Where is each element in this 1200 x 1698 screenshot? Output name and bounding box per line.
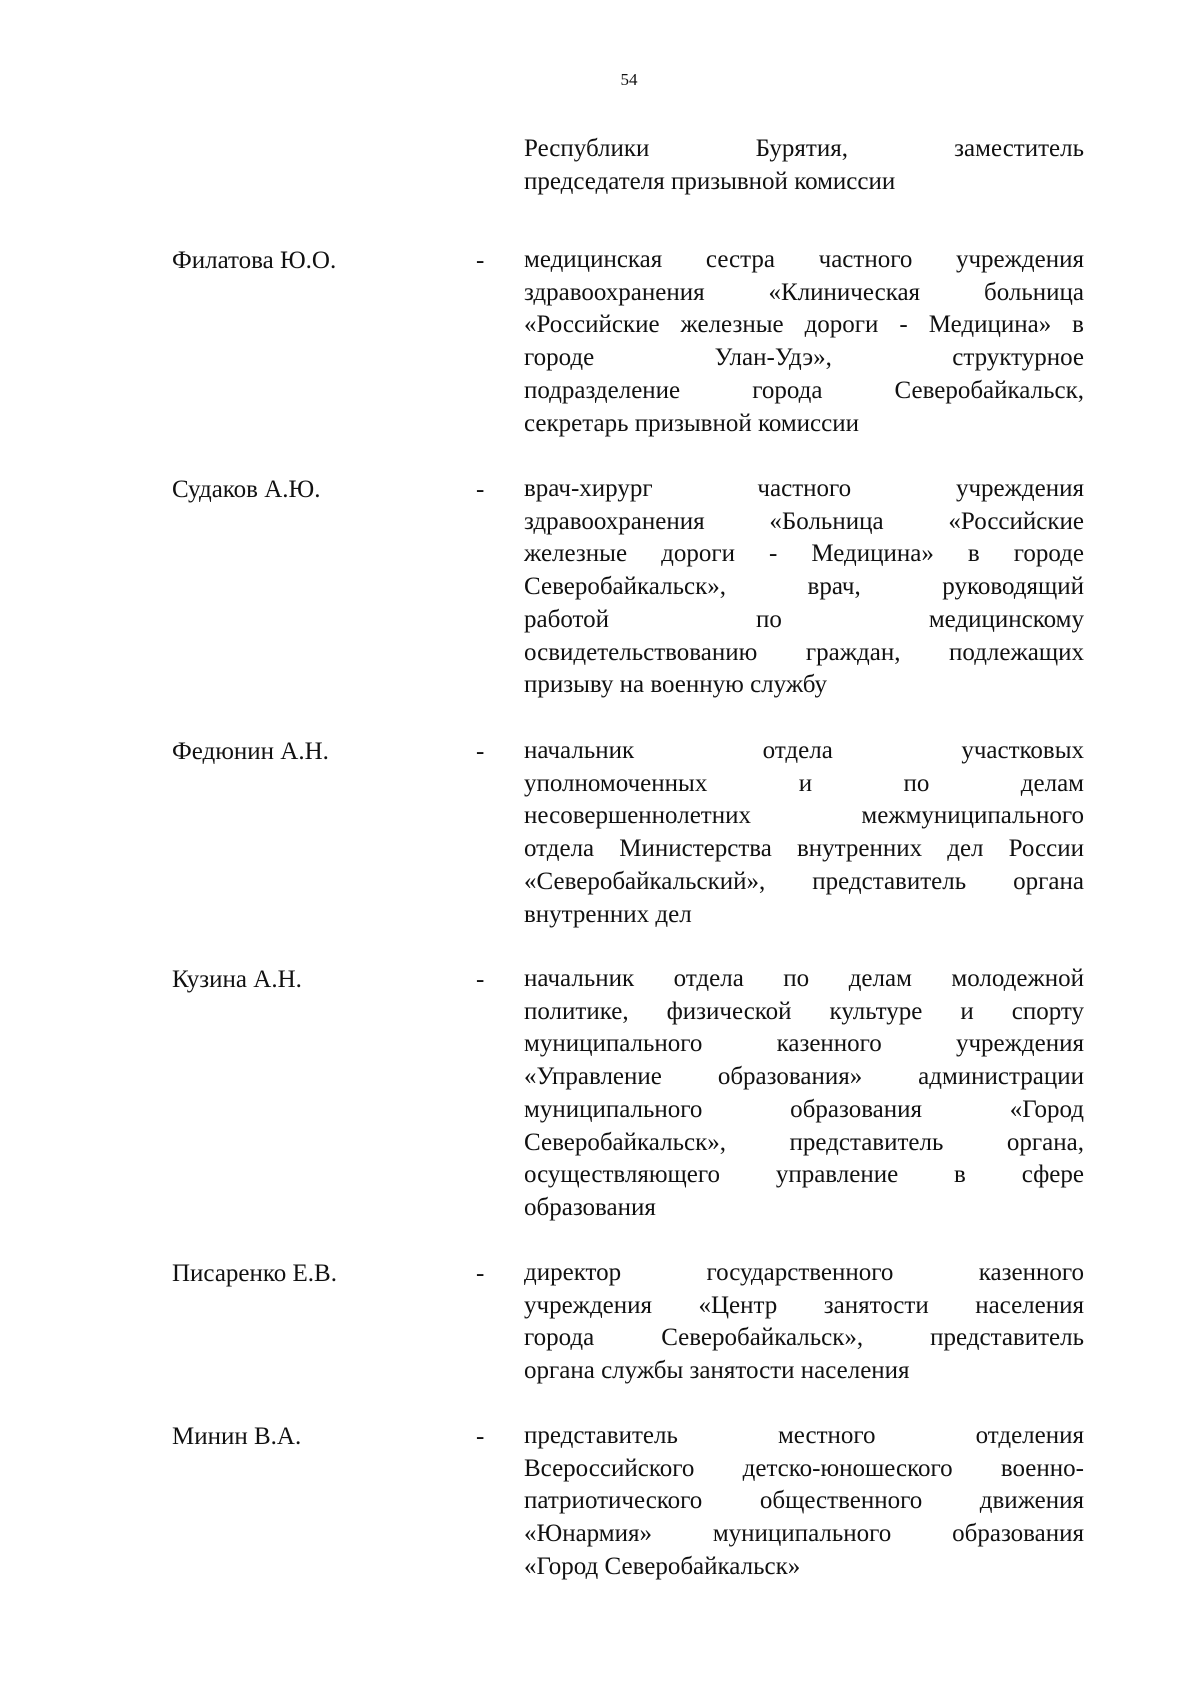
- description-line: работой по медицинскому: [524, 605, 1084, 633]
- continuation-line: председателя призывной комиссии: [524, 167, 896, 195]
- description-line: Северобайкальск», представитель органа,: [524, 1128, 1084, 1156]
- member-description: [524, 1257, 1084, 1388]
- description-line: осуществляющего управление в сфере: [524, 1161, 1084, 1189]
- member-dash: -: [476, 247, 485, 274]
- description-line: политике, физической культуре и спорту: [524, 997, 1084, 1025]
- description-line: городе Улан-Удэ», структурное: [524, 344, 1084, 372]
- description-line: начальник отдела по делам молодежной: [524, 965, 1084, 992]
- member-dash: -: [476, 1260, 485, 1287]
- description-line: здравоохранения «Больница «Российские: [524, 507, 1084, 535]
- description-line: отдела Министерства внутренних дел России: [524, 835, 1084, 863]
- description-line: несовершеннолетних межмуниципального: [524, 802, 1084, 830]
- page-number: 54: [620, 70, 638, 89]
- member-dash: -: [476, 476, 485, 503]
- description-line: муниципального казенного учреждения: [524, 1030, 1084, 1058]
- member-description: [524, 735, 1084, 931]
- description-line: начальник отдела участковых: [524, 737, 1084, 764]
- member-name: Кузина А.Н.: [172, 966, 302, 993]
- member-description: [524, 963, 1084, 1225]
- description-line: «Юнармия» муниципального образования: [524, 1520, 1084, 1548]
- description-line: освидетельствованию граждан, подлежащих: [524, 638, 1084, 666]
- member-name: Филатова Ю.О.: [172, 247, 337, 274]
- member-dash: -: [476, 738, 485, 765]
- description-line: внутренних дел: [524, 900, 692, 928]
- member-name: Минин В.А.: [172, 1423, 302, 1450]
- description-line: «Северобайкальский», представитель органа: [524, 867, 1084, 895]
- description-line: медицинская сестра частного учреждения: [524, 246, 1084, 273]
- description-line: секретарь призывной комиссии: [524, 409, 860, 437]
- continuation-text: [524, 133, 1084, 198]
- description-line: представитель местного отделения: [524, 1422, 1084, 1449]
- description-line: призыву на военную службу: [524, 671, 828, 699]
- description-line: здравоохранения «Клиническая больница: [524, 278, 1084, 306]
- member-dash: -: [476, 966, 485, 993]
- description-line: подразделение города Северобайкальск,: [524, 376, 1084, 404]
- member-description: [524, 244, 1084, 440]
- description-line: Всероссийского детско-юношеского военно-: [524, 1454, 1084, 1482]
- description-line: «Управление образования» администрации: [524, 1063, 1084, 1091]
- description-line: патриотического общественного движения: [524, 1487, 1084, 1515]
- member-dash: -: [476, 1423, 485, 1450]
- description-line: города Северобайкальск», представитель: [524, 1324, 1084, 1352]
- member-description: [524, 1420, 1084, 1584]
- description-line: Северобайкальск», врач, руководящий: [524, 573, 1084, 601]
- description-line: директор государственного казенного: [524, 1259, 1084, 1286]
- description-line: органа службы занятости населения: [524, 1357, 910, 1385]
- member-name: Федюнин А.Н.: [172, 738, 329, 765]
- description-line: муниципального образования «Город: [524, 1095, 1084, 1123]
- member-name: Писаренко Е.В.: [172, 1260, 337, 1287]
- description-line: врач-хирург частного учреждения: [524, 475, 1084, 502]
- description-line: «Российские железные дороги - Медицина» в: [524, 311, 1084, 339]
- description-line: образования: [524, 1193, 656, 1221]
- description-line: железные дороги - Медицина» в городе: [524, 540, 1084, 568]
- description-line: «Город Северобайкальск»: [524, 1552, 801, 1580]
- member-name: Судаков А.Ю.: [172, 476, 321, 503]
- description-line: уполномоченных и по делам: [524, 769, 1084, 797]
- member-description: [524, 473, 1084, 702]
- description-line: учреждения «Центр занятости населения: [524, 1291, 1084, 1319]
- continuation-line: Республики Бурятия, заместитель: [524, 135, 1084, 162]
